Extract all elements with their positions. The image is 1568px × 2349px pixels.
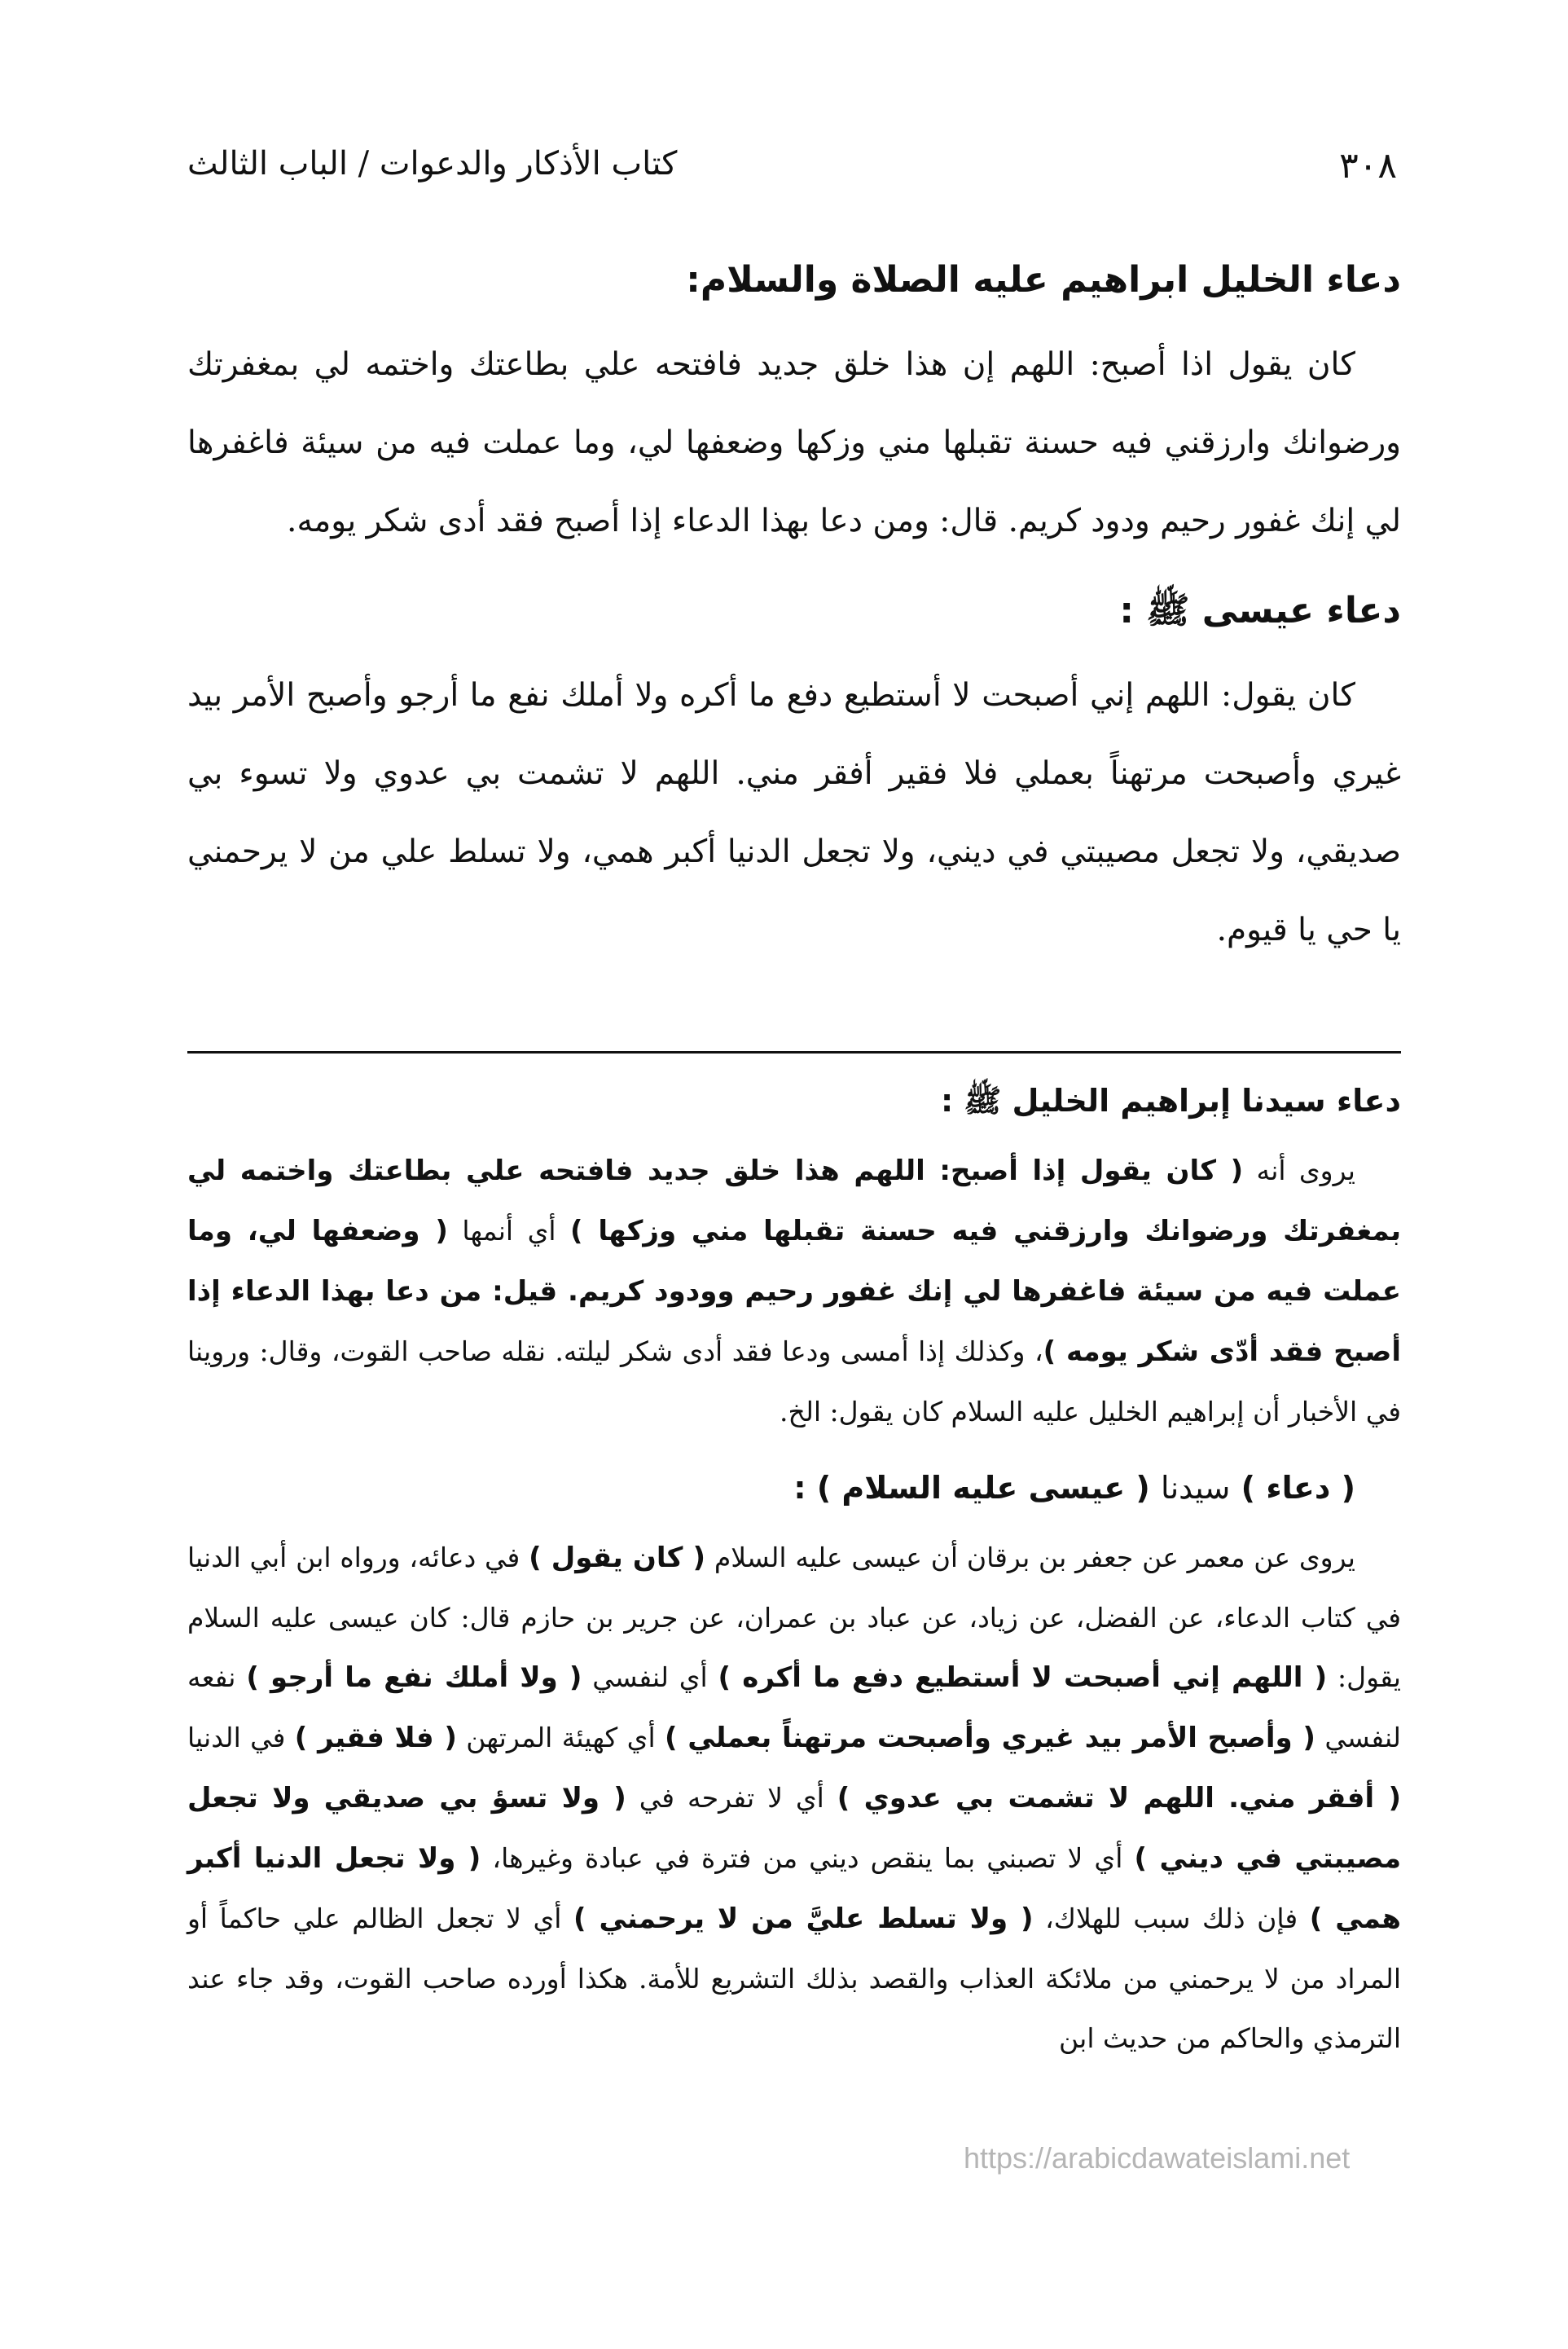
commentary-heading-ibrahim: دعاء سيدنا إبراهيم الخليل ﷺ :: [940, 1083, 1401, 1119]
plain-text: أي لنفسي: [592, 1661, 708, 1693]
page-number: ٣٠٨: [1339, 145, 1397, 187]
quoted-text: ( أفقر مني. اللهم لا تشمت بي عدوي ): [837, 1782, 1402, 1815]
section-text-isa: كان يقول: اللهم إني أصبحت لا أستطيع دفع ما أكره ولا أملك نفع ما أرجو وأصبح الأمر بيد غيري وأصبحت مرتهناً بعملي فلا فقير أفقر مني. اللهم لا تشمت بي عدوي ولا تسوء بي صديقي، ولا تجعل مصيبتي في ديني، ولا تجعل الدنيا أكبر همي، ولا تسلط علي من لا يرحمني يا حي يا قيوم.: [187, 677, 1401, 948]
quoted-text: ( اللهم إني أصبحت لا أستطيع دفع ما أكره ): [718, 1661, 1328, 1694]
section-heading-ibrahim: دعاء الخليل ابراهيم عليه الصلاة والسلام:: [686, 259, 1401, 301]
plain-text: أي لا تجعل الظالم علي حاكماً أو المراد من لا يرحمني من ملائكة العذاب والقصد بذلك التشريع للأمة. هكذا أورده صاحب القوت، وقد جاء عند الترمذي والحاكم من حديث ابن: [187, 1903, 1401, 2054]
plain-text: في الدنيا: [187, 1722, 286, 1753]
plain-text: يروى عن معمر عن جعفر بن برقان أن عيسى عليه السلام: [714, 1542, 1355, 1573]
quoted-text: ( كان يقول ): [529, 1542, 706, 1574]
plain-text: أي أنمها: [462, 1215, 556, 1247]
plain-text: أي لا تفرحه في: [639, 1782, 824, 1814]
section-heading-isa: دعاء عيسى ﷺ :: [1119, 590, 1401, 631]
running-head: كتاب الأذكار والدعوات / الباب الثالث: [187, 145, 678, 183]
plain-text: فإن ذلك سبب للهلاك،: [1045, 1903, 1298, 1934]
quoted-text: ( وأصبح الأمر بيد غيري وأصبحت مرتهناً بعملي ): [665, 1722, 1315, 1754]
quoted-text: ( كان يقول إذا أصبح: اللهم هذا خلق جديد فافتحه علي بطاعتك واختمه لي بمغفرتك ورضوانك وارزقني فيه حسنة تقبلها مني وزكها ): [187, 1155, 1401, 1247]
heading-quoted: ( دعاء ): [1241, 1470, 1355, 1506]
plain-text: يروى أنه: [1256, 1155, 1355, 1186]
commentary-text-isa: [187, 1528, 1401, 2068]
main-text: [187, 253, 1401, 970]
heading-quoted: ( عيسى عليه السلام ) :: [793, 1470, 1150, 1506]
quoted-text: ( ولا تسلط عليَّ من لا يرحمني ): [573, 1903, 1034, 1935]
separator-rule: [187, 1051, 1401, 1054]
commentary: [187, 1076, 1401, 2068]
quoted-text: ( ولا تسؤ بي صديقي ولا تجعل مصيبتي في ديني ): [187, 1782, 1401, 1875]
heading-plain: سيدنا: [1160, 1470, 1231, 1506]
section-text-ibrahim: كان يقول اذا أصبح: اللهم إن هذا خلق جديد فافتحه علي بطاعتك واختمه لي بمغفرتك ورضوانك وارزقني فيه حسنة تقبلها مني وزكها وضعفها لي، وما عملت فيه من سيئة فاغفرها لي إنك غفور رحيم ودود كريم. قال: ومن دعا بهذا الدعاء إذا أصبح فقد أدى شكر يومه.: [187, 346, 1401, 539]
plain-text: أي كهيئة المرتهن: [466, 1722, 656, 1753]
commentary-heading-isa: [187, 1463, 1401, 1513]
quoted-text: ( فلا فقير ): [294, 1722, 457, 1754]
page-header: [187, 145, 1397, 202]
quoted-text: ( ولا أملك نفع ما أرجو ): [246, 1661, 582, 1694]
plain-text: في دعائه، ورواه ابن أبي الدنيا في كتاب الدعاء، عن الفضل، عن زياد، عن عباد بن عمران، عن جرير بن حازم قال: كان عيسى عليه السلام يقول:: [187, 1542, 1401, 1693]
quoted-text: ( وضعفها لي، وما عملت فيه من سيئة فاغفرها لي إنك غفور رحيم وودود كريم. قيل: من دعا بهذا الدعاء إذا أصبح فقد أدّى شكر يومه ): [187, 1215, 1401, 1368]
plain-text: أي لا تصبني بما ينقص ديني من فترة في عبادة وغيرها،: [492, 1842, 1123, 1874]
plain-text: نفعه لنفسي: [187, 1661, 1401, 1753]
plain-text: ، وكذلك إذا أمسى ودعا فقد أدى شكر ليلته. نقله صاحب القوت، وقال: وروينا في الأخبار أن إبراهيم الخليل عليه السلام كان يقول: الخ.: [187, 1335, 1401, 1427]
quoted-text: ( ولا تجعل الدنيا أكبر همي ): [187, 1842, 1401, 1935]
watermark-url: https://arabicdawateislami.net: [964, 2141, 1351, 2175]
commentary-text-ibrahim: [187, 1141, 1401, 1441]
